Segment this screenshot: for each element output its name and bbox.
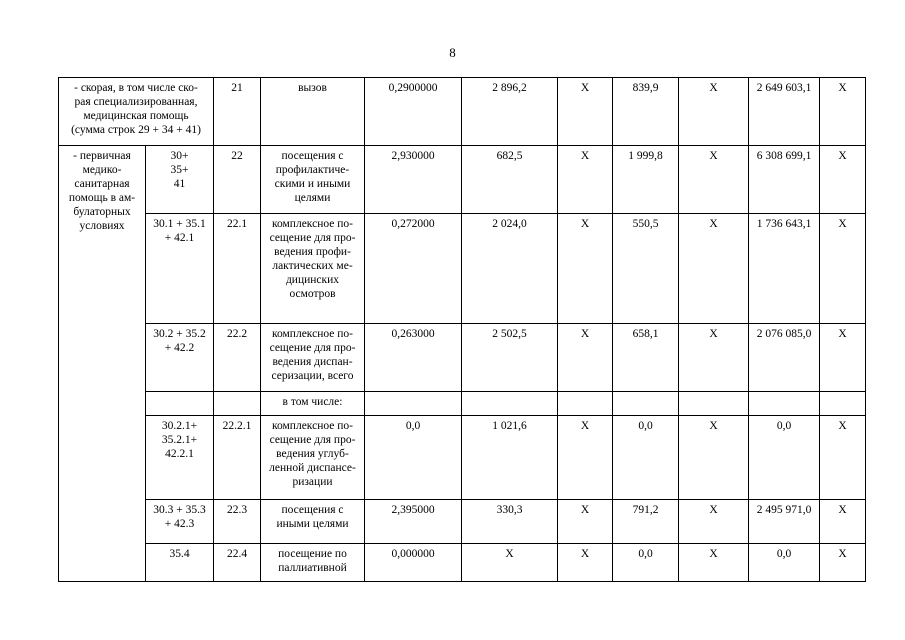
col-10-value: Х bbox=[820, 146, 866, 214]
allocation-table bbox=[58, 77, 866, 582]
col-8-value: Х bbox=[679, 78, 749, 146]
source-rows bbox=[146, 392, 214, 416]
unit-cost: Х bbox=[462, 544, 558, 582]
col-10-value: Х bbox=[820, 324, 866, 392]
col-8-value: Х bbox=[679, 544, 749, 582]
table-row bbox=[59, 78, 866, 146]
unit-of-measure: посещения с профилактиче- скими и иными целями bbox=[261, 146, 365, 214]
row-code: 22 bbox=[214, 146, 261, 214]
row-label: - скорая, в том числе ско- рая специализированная, медицинская помощь (сумма строк 29 + 34 + 41) bbox=[59, 78, 214, 146]
col-9-value: 2 649 603,1 bbox=[749, 78, 820, 146]
col-9-value: 6 308 699,1 bbox=[749, 146, 820, 214]
norm-value: 0,2900000 bbox=[365, 78, 462, 146]
col-9-value: 0,0 bbox=[749, 544, 820, 582]
table-row bbox=[59, 324, 866, 392]
col-7-value: 658,1 bbox=[613, 324, 679, 392]
unit-cost: 2 502,5 bbox=[462, 324, 558, 392]
col-7-value: 839,9 bbox=[613, 78, 679, 146]
page-number: 8 bbox=[449, 45, 456, 60]
row-code: 22.2.1 bbox=[214, 416, 261, 500]
table-row bbox=[59, 392, 866, 416]
source-rows: 30.2.1+ 35.2.1+ 42.2.1 bbox=[146, 416, 214, 500]
col-9-value: 1 736 643,1 bbox=[749, 214, 820, 324]
col-6-value: Х bbox=[558, 214, 613, 324]
col-8-value bbox=[679, 392, 749, 416]
unit-of-measure: комплексное по- сещение для про- ведения диспан- серизации, всего bbox=[261, 324, 365, 392]
col-9-value: 2 495 971,0 bbox=[749, 500, 820, 544]
col-9-value: 2 076 085,0 bbox=[749, 324, 820, 392]
norm-value: 2,395000 bbox=[365, 500, 462, 544]
source-rows: 30.3 + 35.3 + 42.3 bbox=[146, 500, 214, 544]
col-9-value bbox=[749, 392, 820, 416]
col-7-value: 0,0 bbox=[613, 544, 679, 582]
norm-value bbox=[365, 392, 462, 416]
norm-value: 0,0 bbox=[365, 416, 462, 500]
unit-of-measure: посещение по паллиативной bbox=[261, 544, 365, 582]
col-8-value: Х bbox=[679, 214, 749, 324]
norm-value: 0,263000 bbox=[365, 324, 462, 392]
source-rows: 30+ 35+ 41 bbox=[146, 146, 214, 214]
unit-cost: 2 896,2 bbox=[462, 78, 558, 146]
unit-cost: 2 024,0 bbox=[462, 214, 558, 324]
source-rows: 35.4 bbox=[146, 544, 214, 582]
col-8-value: Х bbox=[679, 500, 749, 544]
source-rows: 30.1 + 35.1 + 42.1 bbox=[146, 214, 214, 324]
col-6-value: Х bbox=[558, 500, 613, 544]
row-code bbox=[214, 392, 261, 416]
row-label: - первичная медико- санитарная помощь в ам- булаторных условиях bbox=[59, 146, 146, 582]
norm-value: 0,000000 bbox=[365, 544, 462, 582]
col-9-value: 0,0 bbox=[749, 416, 820, 500]
col-8-value: Х bbox=[679, 146, 749, 214]
norm-value: 2,930000 bbox=[365, 146, 462, 214]
unit-of-measure: в том числе: bbox=[261, 392, 365, 416]
col-7-value: 1 999,8 bbox=[613, 146, 679, 214]
table-row bbox=[59, 214, 866, 324]
col-10-value: Х bbox=[820, 416, 866, 500]
col-10-value: Х bbox=[820, 78, 866, 146]
table-row bbox=[59, 544, 866, 582]
col-6-value: Х bbox=[558, 416, 613, 500]
table-row bbox=[59, 146, 866, 214]
col-8-value: Х bbox=[679, 416, 749, 500]
unit-cost bbox=[462, 392, 558, 416]
norm-value: 0,272000 bbox=[365, 214, 462, 324]
col-6-value: Х bbox=[558, 146, 613, 214]
col-8-value: Х bbox=[679, 324, 749, 392]
col-7-value: 791,2 bbox=[613, 500, 679, 544]
unit-cost: 330,3 bbox=[462, 500, 558, 544]
row-code: 22.1 bbox=[214, 214, 261, 324]
unit-of-measure: комплексное по- сещение для про- ведения профи- лактических ме- дицинских осмотров bbox=[261, 214, 365, 324]
unit-of-measure: комплексное по- сещение для про- ведения углуб- ленной диспансе- ризации bbox=[261, 416, 365, 500]
col-6-value: Х bbox=[558, 78, 613, 146]
col-7-value: 550,5 bbox=[613, 214, 679, 324]
col-6-value: Х bbox=[558, 324, 613, 392]
col-6-value bbox=[558, 392, 613, 416]
col-6-value: Х bbox=[558, 544, 613, 582]
col-10-value: Х bbox=[820, 214, 866, 324]
row-code: 22.2 bbox=[214, 324, 261, 392]
source-rows: 30.2 + 35.2 + 42.2 bbox=[146, 324, 214, 392]
col-7-value bbox=[613, 392, 679, 416]
unit-cost: 1 021,6 bbox=[462, 416, 558, 500]
row-code: 22.4 bbox=[214, 544, 261, 582]
table-row bbox=[59, 416, 866, 500]
row-code: 21 bbox=[214, 78, 261, 146]
unit-of-measure: посещения с иными целями bbox=[261, 500, 365, 544]
col-7-value: 0,0 bbox=[613, 416, 679, 500]
unit-cost: 682,5 bbox=[462, 146, 558, 214]
col-10-value: Х bbox=[820, 544, 866, 582]
row-code: 22.3 bbox=[214, 500, 261, 544]
unit-of-measure: вызов bbox=[261, 78, 365, 146]
col-10-value: Х bbox=[820, 500, 866, 544]
table-row bbox=[59, 500, 866, 544]
col-10-value bbox=[820, 392, 866, 416]
